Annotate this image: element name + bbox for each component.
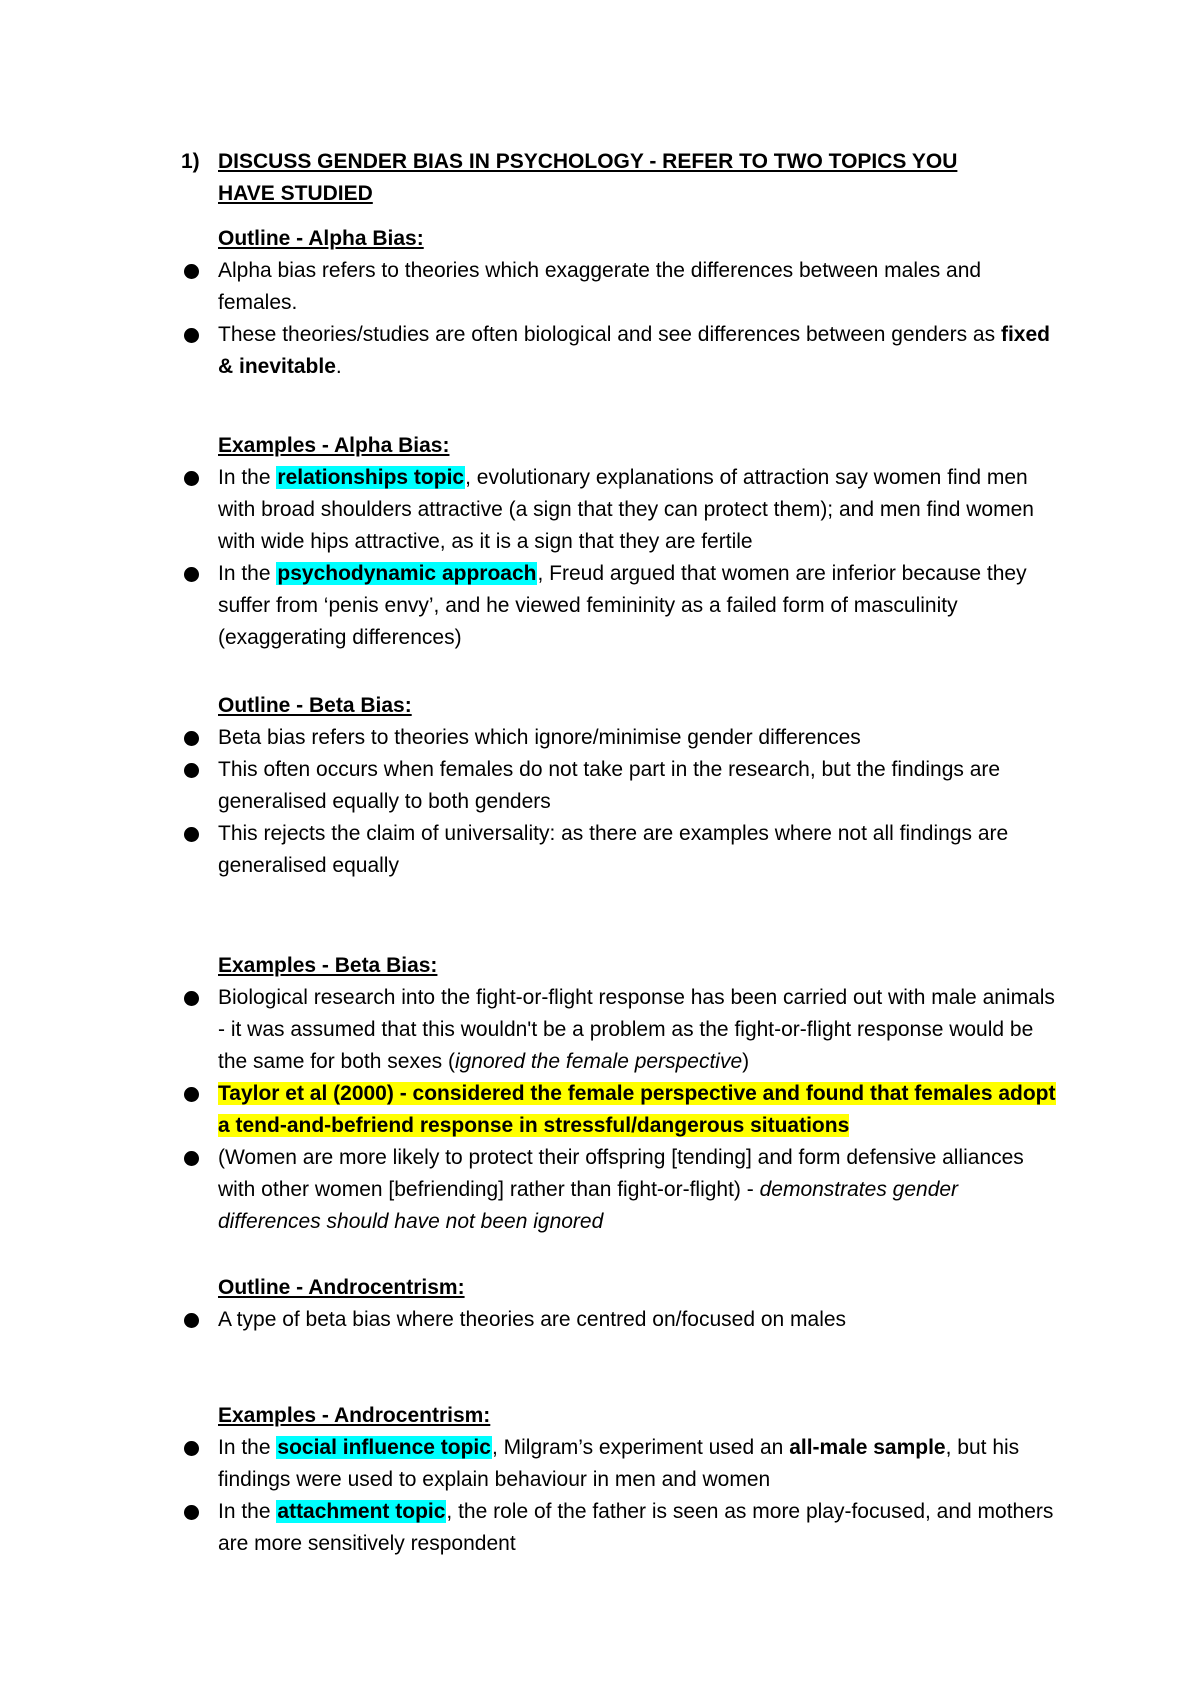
heading-alpha-examples: Examples - Alpha Bias:: [218, 434, 450, 457]
section-alpha-examples: [0, 430, 1200, 654]
bullet-icon: [184, 1087, 199, 1102]
question-number: 1): [181, 150, 200, 173]
question-title: DISCUSS GENDER BIAS IN PSYCHOLOGY - REFER TO TWO TOPICS YOU HAVE STUDIED: [218, 150, 958, 205]
bullet-text: (Women are more likely to protect their offspring [tending] and form defensive alliances with other women [befriending] rather than fight-or-flight) -: [218, 1146, 1024, 1201]
section-beta-outline: [0, 690, 1200, 882]
bullet-text: , Milgram’s experiment used an: [491, 1436, 790, 1459]
heading-alpha-outline: Outline - Alpha Bias:: [218, 227, 424, 250]
bullet-icon: [184, 1313, 199, 1328]
bullet-icon: [184, 471, 199, 486]
list-item: [0, 1432, 1060, 1496]
bullet-text: Biological research into the fight-or-flight response has been carried out with male animals - it was assumed that this wouldn't be a problem as the fight-or-flight response would be the same for both sexes (: [218, 986, 1055, 1073]
bullet-text: A type of beta bias where theories are centred on/focused on males: [218, 1308, 847, 1331]
heading-beta-examples: Examples - Beta Bias:: [218, 954, 438, 977]
bullet-icon: [184, 567, 199, 582]
bullet-text-end: ): [742, 1050, 750, 1073]
section-andro-examples: [0, 1400, 1200, 1560]
section-alpha-outline: [0, 223, 1200, 383]
bold-phrase: all-male sample: [789, 1436, 946, 1459]
heading-andro-examples: Examples - Androcentrism:: [218, 1404, 491, 1427]
bullet-text: , Freud argued that women are inferior because they suffer from ‘penis envy’, and he viewed femininity as a failed form of masculinity (exaggerating differences): [218, 562, 1027, 649]
bullet-icon: [184, 1441, 199, 1456]
bold-phrase: fixed & inevitable: [218, 323, 1050, 378]
heading-beta-outline: Outline - Beta Bias:: [218, 694, 412, 717]
bullet-text: , the role of the father is seen as more play-focused, and mothers are more sensitively respondent: [218, 1500, 1054, 1555]
list-item: [0, 722, 1060, 754]
bullet-text: This rejects the claim of universality: as there are examples where not all findings are generalised equally: [218, 822, 1009, 877]
section-andro-outline: [0, 1272, 1200, 1336]
bullet-icon: [184, 1505, 199, 1520]
bullet-icon: [184, 991, 199, 1006]
italic-phrase: demonstrates gender differences should have not been ignored: [218, 1178, 959, 1233]
bullet-icon: [184, 1151, 199, 1166]
list-item: [0, 319, 1060, 383]
section-beta-examples: [0, 950, 1200, 1238]
italic-phrase: ignored the female perspective: [454, 1050, 743, 1073]
list-item: [0, 754, 1060, 818]
list-item: [0, 558, 1060, 654]
list-item: [0, 1142, 1060, 1238]
list-item: [0, 1304, 1060, 1336]
bullet-text: In the: [218, 1436, 277, 1459]
bullet-text: , but his findings were used to explain behaviour in men and women: [218, 1436, 1020, 1491]
bullet-icon: [184, 827, 199, 842]
bullet-text: Alpha bias refers to theories which exaggerate the differences between males and females.: [218, 259, 982, 314]
list-item: [0, 462, 1060, 558]
list-item: [0, 1496, 1060, 1560]
bullet-icon: [184, 264, 199, 279]
highlighted-topic: social influence topic: [277, 1436, 491, 1459]
bullet-text: , evolutionary explanations of attraction say women find men with broad shoulders attractive (a sign that they can protect them); and men find women with wide hips attractive, as it is a sign that they are fertile: [218, 466, 1034, 553]
highlighted-topic: relationships topic: [277, 466, 465, 489]
highlighted-topic: attachment topic: [277, 1500, 446, 1523]
bullet-text: In the: [218, 466, 277, 489]
bullet-text-end: .: [335, 355, 342, 378]
bullet-text: In the: [218, 562, 277, 585]
bullet-text: This often occurs when females do not take part in the research, but the findings are generalised equally to both genders: [218, 758, 1001, 813]
bullet-text: These theories/studies are often biological and see differences between genders as: [218, 323, 1001, 346]
highlighted-topic: psychodynamic approach: [277, 562, 537, 585]
bullet-icon: [184, 328, 199, 343]
bullet-icon: [184, 763, 199, 778]
list-item: [0, 982, 1060, 1078]
bullet-icon: [184, 731, 199, 746]
bullet-text: In the: [218, 1500, 277, 1523]
highlighted-finding: Taylor et al (2000) - considered the female perspective and found that females adopt a tend-and-befriend response in stressful/dangerous situations: [218, 1082, 1056, 1137]
list-item: [0, 1078, 1060, 1142]
list-item: [0, 255, 1060, 319]
list-item: [0, 818, 1060, 882]
heading-andro-outline: Outline - Androcentrism:: [218, 1276, 465, 1299]
bullet-text: Beta bias refers to theories which ignore/minimise gender differences: [218, 726, 861, 749]
